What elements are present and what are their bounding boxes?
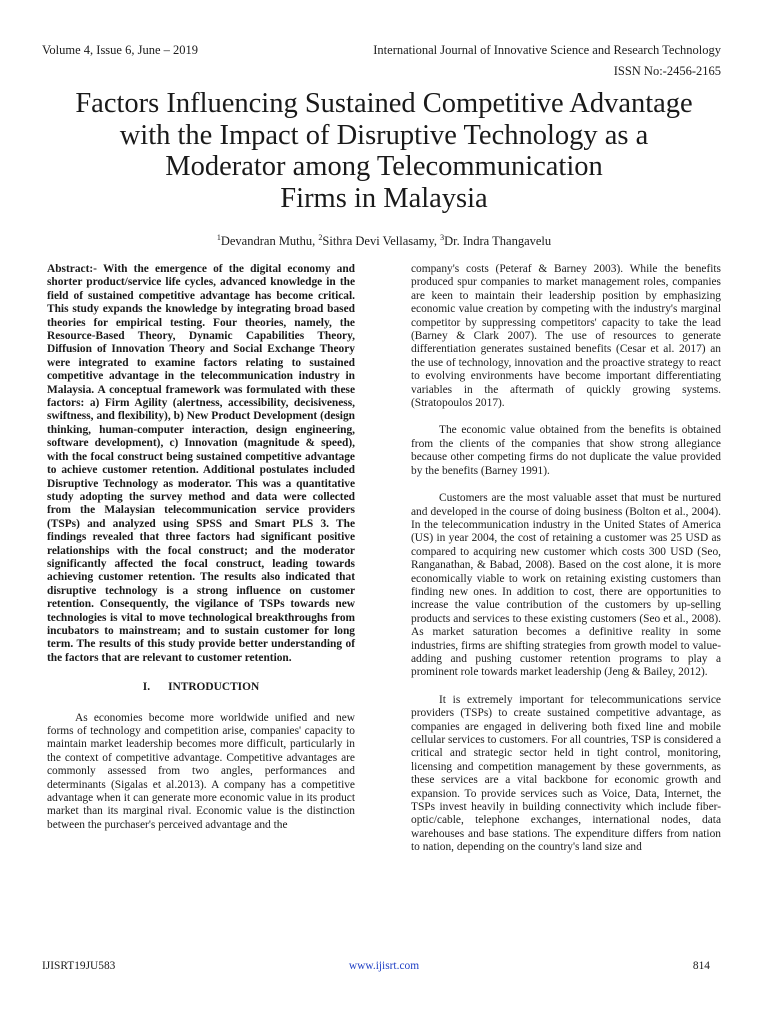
body-paragraph: It is extremely important for telecommunications service providers (TSPs) to create sustained competitive advantage, as companies are engaged in delivering both fixed line and mobile cellular services to customers. For all countries, TSP is considered a critical and strategic sector held in tight control, monitoring, licensing and competition management by these governments, as these services are a vital backbone for economic growth and expansion. To provide services such as Voice, Data, Internet, the TSPs invest heavily in building connectivity which include fiber-optic/cable, telephone exchanges, international nodes, data warehouses and base stations. The expenditure differs from nation to nation, depending on the country's land size and xyxy=(411,693,722,854)
author-name: Dr. Indra Thangavelu xyxy=(444,234,552,248)
author-name: Sithra Devi Vellasamy, xyxy=(322,234,441,248)
section-number: I. xyxy=(142,681,151,694)
body-paragraph: As economies become more worldwide unified and new forms of technology and competition arise, companies' capacity to maintain market leadership becomes more difficult, particularly in the context of competitive advantage. Competitive advantages are commonly assessed from two angles, performances and determinants (Sigalas et al.2013). A company has a competitive advantage when it can generate more economic value in its product market than its marginal rival. Economic value is the distinction between the purchaser's perceived advantage and the xyxy=(47,711,355,831)
title-line: with the Impact of Disruptive Technology as a xyxy=(119,119,649,151)
author-affiliation-mark: 1 xyxy=(216,232,221,242)
section-heading xyxy=(47,681,355,694)
page-number: 814 xyxy=(692,960,710,972)
title-line: Factors Influencing Sustained Competitive Advantage xyxy=(75,88,693,119)
author-affiliation-mark: 3 xyxy=(440,232,445,242)
paper-title xyxy=(30,88,738,214)
author-list xyxy=(0,234,768,249)
right-column xyxy=(411,263,721,855)
body-paragraph: The economic value obtained from the benefits is obtained from the clients of the companies that show strong allegiance because other competing firms do not duplicate the value provided by the benefits (Barney 1991). xyxy=(411,424,721,477)
abstract: Abstract:- With the emergence of the digital economy and shorter product/service life cycles, advanced knowledge in the field of sustained competitive advantage has become critical. This study expands the knowledge by integrating broad based theories for empirical testing. Four theories, namely, the Resource-Based Theory, Dynamic Capabilities Theory, Diffusion of Innovation Theory and Social Exchange Theory were integrated to examine factors relating to sustained competitive advantage in the telecommunication industry in Malaysia. A conceptual framework was formulated with these factors: a) Firm Agility (alertness, accessibility, decisiveness, swiftness, and flexibility), b) New Product Development (design thinking, human-computer interaction, design engineering, software development), c) Innovation (magnitude & speed), with the focal construct being sustained competitive advantage to achieve customer retention. Additional postulates included Disruptive Technology as moderator. This was a quantitative study adopting the survey method and data were collected from the Malaysian telecommunication service providers (TSPs) and analyzed using SPSS and Smart PLS 3. The findings revealed that three factors had significant positive relationships with the focal construct; and the moderator significantly affected the focal construct, leading towards achieving customer retention. The results also indicated that disruptive technology is a strong influence on customer retention. Consequently, the vigilance of TSPs towards new technologies is vital to move technological breakthroughs from incubators to mainstream; and to sustain customer for long term. The results of this study provide better understanding of the factors that are relevant to customer retention. xyxy=(47,263,355,664)
title-line: Moderator among Telecommunication xyxy=(165,151,603,182)
title-line: Firms in Malaysia xyxy=(280,182,488,214)
left-column xyxy=(47,263,355,832)
journal-volume-issue: Volume 4, Issue 6, June – 2019 xyxy=(42,43,199,57)
paper-id: IJISRT19JU583 xyxy=(42,960,116,972)
footer-website xyxy=(0,960,768,972)
body-paragraph-continued: company's costs (Peteraf & Barney 2003). While the benefits produced spur companies to market management roles, companies are keen to maintain their leadership position by emphasizing economic value creation by competing with the industry's marginal competitor by suppressing competitors' capacity to take the lead (Barney & Clark 2007). The use of resources to generate differentiation generates sustained benefits (Cesar et al. 2017) an the use of technology, innovation and the proactive strategy to react to evolving environments have become important differentiating variables in the aftermath of quickly growing systems. (Stratopoulos 2017). xyxy=(411,263,721,410)
issn-number: ISSN No:-2456-2165 xyxy=(613,64,721,78)
journal-name: International Journal of Innovative Science and Research Technology xyxy=(373,43,721,57)
website-link[interactable]: www.ijisrt.com xyxy=(348,960,420,972)
section-title: INTRODUCTION xyxy=(168,681,260,694)
author-name: Devandran Muthu, xyxy=(220,234,319,248)
author-affiliation-mark: 2 xyxy=(318,232,323,242)
body-paragraph: Customers are the most valuable asset that must be nurtured and developed in the course of doing business (Bolton et al., 2004). In the telecommunication industry in the United States of America (US) in year 2004, the cost of retaining a customer was 25 USD as compared to acquiring new customer which costs 300 USD (Seo, Ranganathan, & Babad, 2008). Based on the cost alone, it is more economically viable to work on retaining existing customers than finding new ones. In addition to cost, there are opportunities to increase the value contribution of the customers by up-selling products and services to these existing customers (Seo et al., 2008). As market saturation becomes a definitive reality in some industries, firms are shifting strategies from growth model to value-adding and pushing customer retention programs to play a prominent role towards market leadership (Jeng & Bailey, 2012). xyxy=(411,492,721,679)
